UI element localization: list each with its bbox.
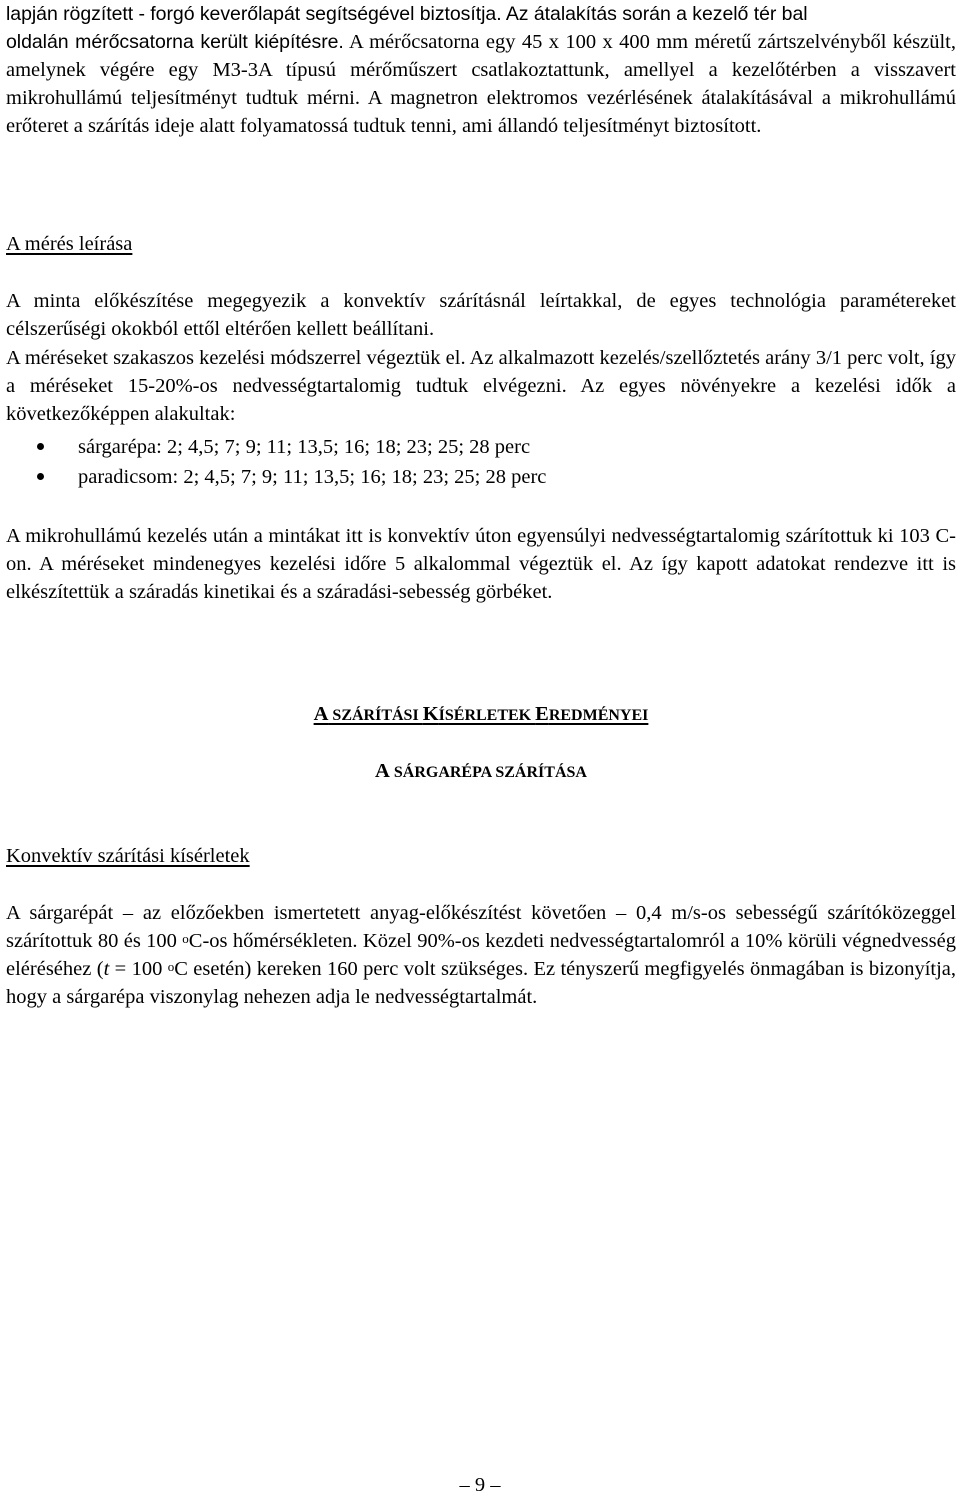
results-heading-part: A	[313, 703, 329, 725]
meres-p3-part-b: C-on. A méréseket mindenegyes kezelési időre 5 alkalommal végeztük el. Az így kapott adatokat rendezve itt is elkészítettük a száradás kinetikai és a száradási-sebesség görbéket.	[6, 525, 956, 603]
results-heading-part: E	[535, 703, 549, 725]
list-item-text: sárgarépa: 2; 4,5; 7; 9; 11; 13,5; 16; 18; 23; 25; 28 perc	[78, 436, 531, 458]
degree-sup: o	[182, 931, 189, 946]
list-item-text: paradicsom: 2; 4,5; 7; 9; 11; 13,5; 16; 18; 23; 25; 28 perc	[78, 466, 547, 488]
konvektiv-text: C esetén) kereken 160 perc volt szükséges. Ez tényszerű megfigyelés önmagában is bizonyítja, hogy a sárgarépa viszonylag nehezen adja le nedvességtartalmát.	[6, 958, 957, 1008]
konvektiv-text: C-os hőmérsékleten. Közel 90%-os kezdeti nedvességtartalomról a 10% körüli végnedvesség eléréséhez (	[6, 930, 956, 980]
meres-paragraph-2: A méréseket szakaszos kezelési módszerrel végeztük el. Az alkalmazott kezelés/szellőztetés arány 3/1 perc volt, így a méréseket 15-20%-os nedvességtartalomig tudtuk elvégezni. Az egyes növényekre a kezelési idők a következőképpen alakultak:	[6, 347, 956, 425]
konvektiv-text: = 100	[109, 958, 168, 980]
bullet-icon	[37, 473, 44, 480]
intro-paragraph	[6, 0, 956, 140]
list-item	[6, 463, 956, 491]
bullet-icon	[37, 443, 44, 450]
carrot-heading-part: A	[375, 760, 390, 782]
carrot-heading-part: SZÁRÍTÁSA	[495, 764, 587, 781]
results-heading	[6, 700, 956, 730]
list-item	[6, 433, 956, 461]
konvektiv-text: A sárgarépát – az előzőekben ismertetett anyag-előkészítést követően – 0,4 m/s-os sebességű szárítóközeggel szárítottuk 80 és 100	[6, 902, 956, 952]
results-heading-part: K	[422, 703, 439, 725]
konvektiv-paragraph	[6, 899, 956, 1011]
intro-line-2: oldalán mérőcsatorna került kiépítésre.	[6, 31, 344, 53]
intro-continuation: A mérőcsatorna egy 45 x 100 x 400 mm méretű zártszelvényből készült, amelynek végére egy M3-3A típusú mérőműszert csatlakoztattunk, amellyel a kezelőtérben a visszavert mikrohullámú teljesítményt tudtuk mérni. A magnetron elektromos vezérlésének átalakításával a mikrohullámú erőteret a szárítás ideje alatt folyamatossá tudtuk tenni, ami állandó teljesítményt biztosított.	[6, 31, 956, 137]
results-heading-part: ÍSÉRLETEK	[438, 707, 536, 724]
meres-paragraph-1: A minta előkészítése megegyezik a konvektív szárításnál leírtakkal, de egyes technológia paramétereket célszerűségi okokból ettől eltérően kellett beállítani.	[6, 290, 956, 340]
results-heading-part: SZÁRÍTÁSI	[328, 707, 423, 724]
section-heading-meres: A mérés leírása	[6, 233, 133, 255]
results-heading-part: REDMÉNYEI	[548, 707, 649, 724]
meres-paragraph-3	[6, 522, 956, 606]
treatment-times-list	[6, 433, 956, 493]
section-heading-konvektiv: Konvektív szárítási kísérletek	[6, 845, 250, 867]
intro-line-1: lapján rögzített - forgó keverőlapát segítségével biztosítja. Az átalakítás során a kezelő tér bal	[6, 3, 808, 25]
page-number: – 9 –	[459, 1474, 501, 1496]
carrot-heading-part: SÁRGARÉPA	[389, 764, 496, 781]
carrot-heading	[6, 757, 956, 787]
degree-sup: o	[167, 959, 175, 974]
temperature-variable: t	[103, 958, 110, 980]
meres-p3-part-a: A mikrohullámú kezelés után a mintákat itt is konvektív úton egyensúlyi nedvességtartalomig szárítottuk ki 103	[6, 525, 936, 547]
